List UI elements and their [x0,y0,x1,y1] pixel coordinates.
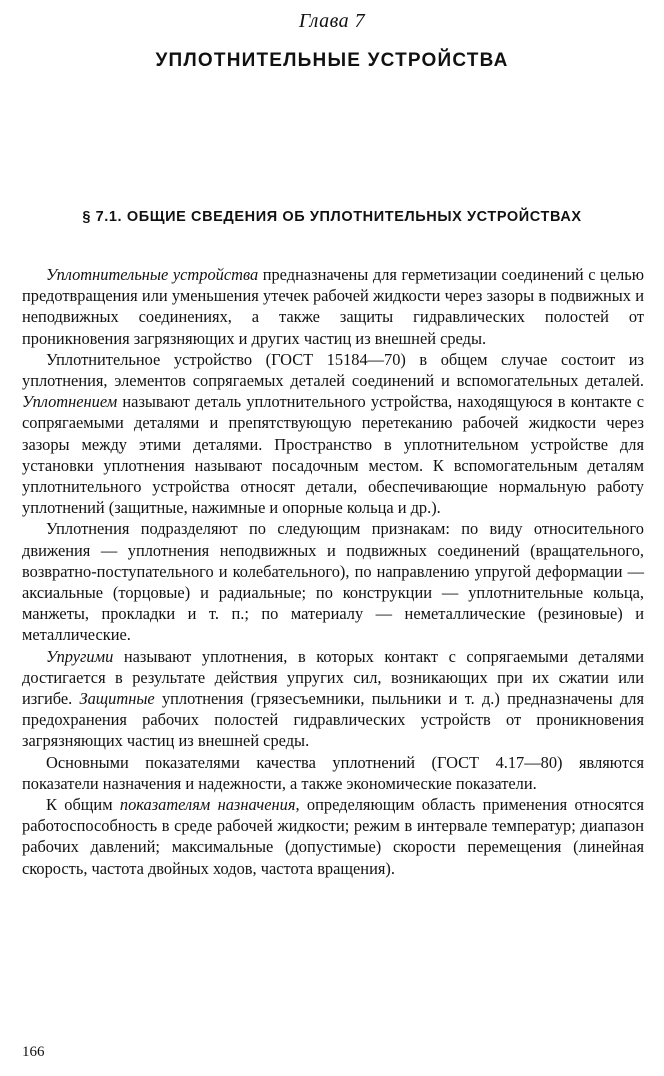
chapter-title: УПЛОТНИТЕЛЬНЫЕ УСТРОЙСТВА [155,50,509,71]
paragraph-text: уплотнения (грязесъемники, пыльники и т. д.) предназначены для предохранения рабочих полостей гидравлических устройств от проникновения загрязняющих частиц из внешней среды. [22,689,644,751]
paragraph-text: К общим [46,795,120,815]
paragraph-text: , определяющим область применения относятся работоспособность в среде рабочей жидкости; режим в интервале температур; диапазон рабочих давлений; максимальные (допустимые) скорости перемещения (линейная скорость, частота двойных ходов, частота вращения). [22,795,644,878]
paragraph-6 [22,794,644,879]
paragraph-text: Уплотнительное устройство (ГОСТ 15184—70) в общем случае состоит из уплотнения, элементов сопрягаемых деталей соединений и вспомогательных деталей. [22,349,644,391]
term-protective: Защитные [79,689,155,709]
paragraph-text: называют уплотнения, в которых контакт с сопрягаемыми деталями достигается в результате действия упругих сил, возникающих при их сжатии или изгибе. [22,646,644,709]
section-title: § 7.1. ОБЩИЕ СВЕДЕНИЯ ОБ УПЛОТНИТЕЛЬНЫХ УСТРОЙСТВАХ [82,209,582,225]
paragraph-1 [22,264,644,349]
paragraph-text: Уплотнения подразделяют по следующим признакам: по виду относительного движения — уплотнения неподвижных и подвижных соединений (вращательного, возвратно-поступательного и колебательного), по направлению упругой деформации — аксиальные (торцовые) и радиальные; по конструкции — уплотнительные кольца, манжеты, прокладки и т. п.; по материалу — неметаллические (резиновые) и металлические. [22,519,644,645]
paragraph-2 [22,349,644,519]
term-purpose-indicators: показателям назначения [119,795,296,815]
chapter-label: Глава 7 [298,10,366,32]
paragraph-5 [22,752,644,794]
paragraph-text: Основными показателями качества уплотнений (ГОСТ 4.17—80) являются показатели назначения и надежности, а также экономические показатели. [22,752,644,793]
body-text [22,264,644,879]
paragraph-4 [22,646,644,752]
term-sealing-devices: Уплотнительные устройства [46,265,259,284]
paragraph-text: называют деталь уплотнительного устройства, находящуюся в контакте с сопрягаемыми деталями и препятствующую перетеканию рабочей жидкости через зазоры между этими деталями. Пространство в уплотнительном устройстве для установки уплотнения называют посадочным местом. К вспомогательным деталям уплотнительного устройства относят детали, обеспечивающие нормальную работу уплотнений (защитные, нажимные и опорные кольца и др.). [22,392,644,518]
term-elastic: Упругими [46,646,114,666]
page-number: 166 [22,1044,45,1060]
paragraph-text: предназначены для герметизации соединений с целью предотвращения или уменьшения утечек рабочей жидкости через зазоры в подвижных и неподвижных соединениях, а также защиты гидравлических полостей от проникновения загрязняющих и других частиц из внешней среды. [22,265,644,348]
paragraph-3 [22,518,644,645]
term-seal: Уплотнением [22,392,118,412]
